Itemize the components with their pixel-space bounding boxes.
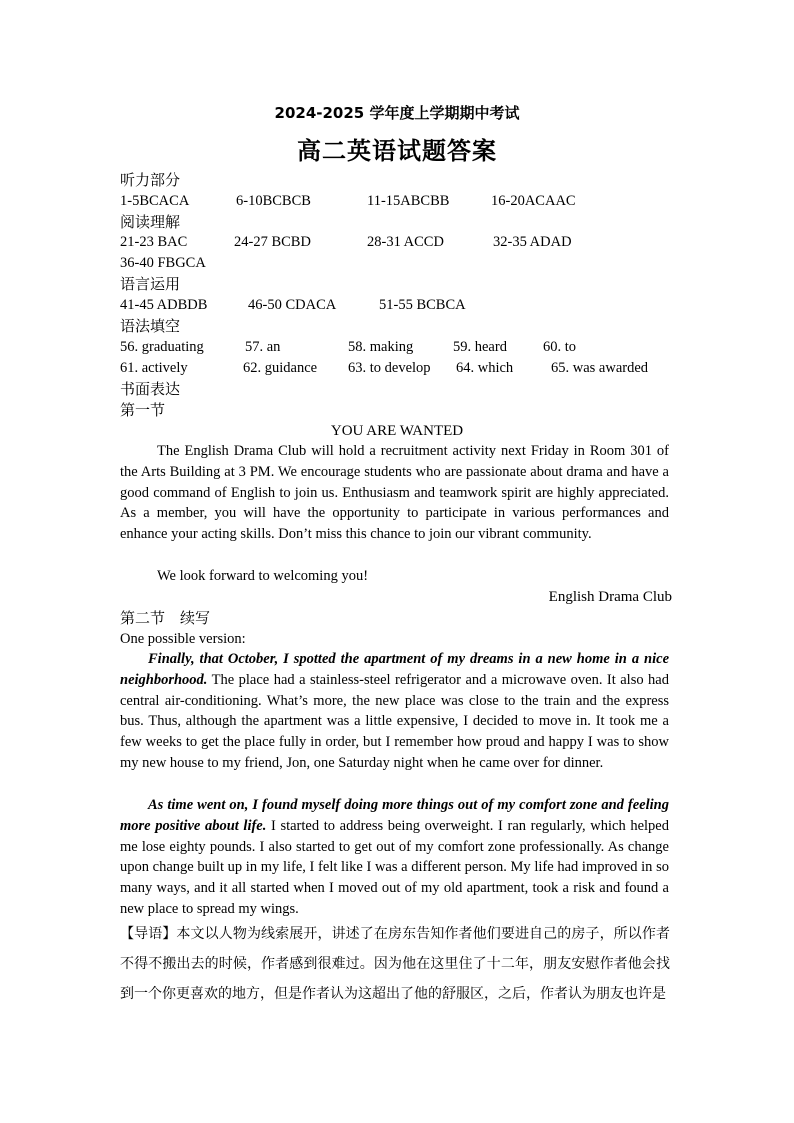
exam-subtitle: 2024-2025 学年度上学期期中考试 <box>274 104 520 122</box>
answer-cell: 46-50 CDACA <box>248 297 337 313</box>
answer-cell: 61. actively <box>120 360 188 376</box>
answer-cell: 24-27 BCBD <box>234 234 311 250</box>
section-heading-grammar: 语法填空 <box>120 317 181 335</box>
guide-paragraph: 【导语】本文以人物为线索展开，讲述了在房东告知作者他们要进自己的房子，所以作者不得不搬出去的时候，作者感到很难过。因为他在这里住了十二年，朋友安慰作者他会找到一个你更喜欢的地方，但是作者认为这超出了他的舒服区，之后，作者认为朋友也许是 <box>120 926 670 1002</box>
answer-cell: 32-35 ADAD <box>493 234 572 250</box>
answer-cell: 65. was awarded <box>551 360 649 376</box>
answer-cell: 60. to <box>543 339 577 355</box>
section-heading-reading: 阅读理解 <box>120 213 181 231</box>
notice-signature: English Drama Club <box>548 589 672 605</box>
answer-cell: 21-23 BAC <box>120 234 188 250</box>
answer-cell: 11-15ABCBB <box>367 193 450 209</box>
answer-cell: 63. to develop <box>348 360 431 376</box>
answer-cell: 36-40 FBGCA <box>120 255 206 271</box>
notice-closing: We look forward to welcoming you! <box>157 568 369 584</box>
paragraph-body: The place had a stainless-steel refrigerator and a microwave oven. It also had central air-conditioning. What’s more, the new place was close to the train and the express bus. Thus, although the apartment was a little expensive, I decided to move in. It took me a few weeks to get the place fully in order, but I remember how proud and happy I was to show my new house to my friend, Jon, one Saturday night when he came over for dinner. <box>120 671 669 771</box>
answer-cell: 64. which <box>456 360 514 376</box>
section-heading-writing: 书面表达 <box>120 380 181 398</box>
answer-cell: 6-10BCBCB <box>236 193 311 209</box>
paragraph-lead-sentence: As time went on, I found myself doing more things out of my comfort zone and feeling more positive about life. <box>120 797 669 834</box>
answer-cell: 62. guidance <box>243 360 318 376</box>
answer-cell: 59. heard <box>453 339 507 355</box>
version-label: One possible version: <box>120 631 246 647</box>
answer-cell: 16-20ACAAC <box>491 193 576 209</box>
answer-cell: 58. making <box>348 339 414 355</box>
section-heading-language-use: 语言运用 <box>120 275 181 293</box>
paragraph-body: I started to address being overweight. I ran regularly, which helped me lose eighty pounds. I also started to get out of my comfort zone professionally. As change upon change built up in my life, I felt like I was a different person. My life had improved in so many ways, and it all started when I moved out of my old apartment, took a risk and found a new place to spread my wings. <box>120 817 669 917</box>
continuation-paragraph-2 <box>120 795 669 920</box>
answer-cell: 51-55 BCBCA <box>379 297 466 313</box>
continuation-paragraph-1 <box>120 649 669 774</box>
page-title: 高二英语试题答案 <box>297 137 497 165</box>
answer-cell: 28-31 ACCD <box>367 234 444 250</box>
section-heading-listening: 听力部分 <box>120 171 181 189</box>
answer-cell: 1-5BCACA <box>120 193 190 209</box>
part-heading-2: 第二节 续写 <box>120 609 211 627</box>
answer-cell: 41-45 ADBDB <box>120 297 208 313</box>
notice-title: YOU ARE WANTED <box>330 423 464 439</box>
answer-cell: 56. graduating <box>120 339 204 355</box>
paragraph-lead-sentence: Finally, that October, I spotted the apartment of my dreams in a new home in a nice neighborhood. <box>120 651 669 688</box>
answer-cell: 57. an <box>245 339 281 355</box>
notice-body: The English Drama Club will hold a recruitment activity next Friday in Room 301 of the Arts Building at 3 PM. We encourage students who are passionate about drama and have a good command of English to join us. Enthusiasm and teamwork spirit are highly appreciated. As a member, you will have the opportunity to participate in various performances and enhance your acting skills. Don’t miss this chance to join our vibrant community. <box>120 443 669 543</box>
part-heading-1: 第一节 <box>120 401 166 419</box>
